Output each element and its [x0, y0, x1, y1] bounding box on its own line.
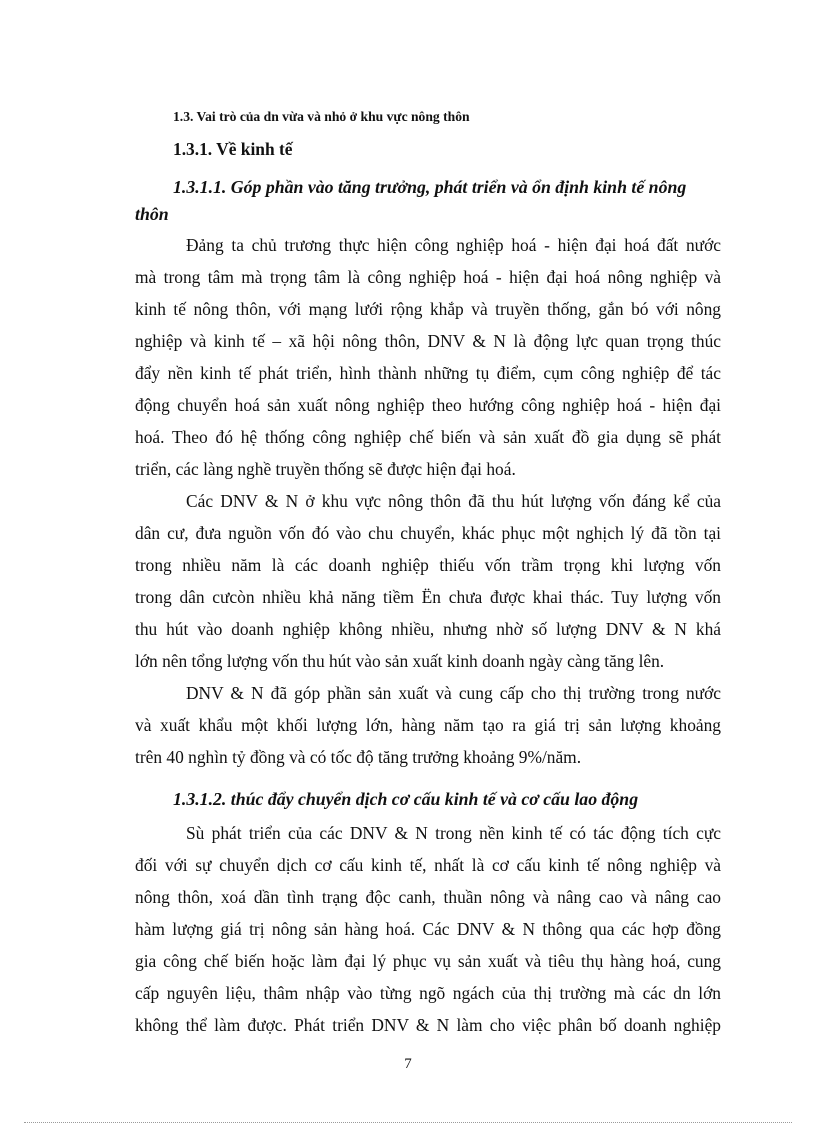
- paragraph-line: Các DNV & N ở khu vực nông thôn đã thu hút lượng vốn đáng kể của: [186, 491, 721, 511]
- paragraph-line: trên 40 nghìn tỷ đồng và có tốc độ tăng trưởng khoảng 9%/năm.: [135, 747, 582, 767]
- paragraph-line: cấp nguyên liệu, thâm nhập vào từng ngõ ngách của thị trường mà các dn lớn: [135, 983, 721, 1003]
- paragraph-line: nông thôn, xoá dần tình trạng độc canh, thuần nông và nâng cao và nâng cao: [135, 887, 721, 907]
- paragraph-line: trong dân cưcòn nhiều khả năng tiềm Ën chưa được khai thác. Tuy lượng vốn: [135, 587, 721, 607]
- paragraph-line: hoá. Theo đó hệ thống công nghiệp chế biến và sản xuất đồ gia dụng sẽ phát: [135, 427, 721, 447]
- paragraph-line: lớn nên tổng lượng vốn thu hút vào sản xuất kinh doanh ngày càng tăng lên.: [135, 651, 665, 671]
- section-heading-1-3-1-1-line2: thôn: [135, 204, 169, 224]
- paragraph-line: Đảng ta chủ trương thực hiện công nghiệp hoá - hiện đại hoá đất nước: [186, 235, 721, 255]
- paragraph-line: thu hút vào doanh nghiệp không nhiều, nhưng nhờ số lượng DNV & N khá: [135, 619, 721, 639]
- paragraph-line: gia công chế biến hoặc làm đại lý phục vụ sản xuất và tiêu thụ hàng hoá, cung: [135, 951, 721, 971]
- paragraph-line: Sù phát triển của các DNV & N trong nền kinh tế có tác động tích cực: [186, 823, 721, 843]
- paragraph-line: kinh tế nông thôn, với mạng lưới rộng khắp và truyền thống, gắn bó với nông: [135, 299, 721, 319]
- paragraph-line: động chuyển hoá sản xuất nông nghiệp theo hướng công nghiệp hoá - hiện đại: [135, 395, 721, 415]
- paragraph-line: dân cư, đưa nguồn vốn đó vào chu chuyển, khác phục một nghịch lý đã tồn tại: [135, 523, 721, 543]
- paragraph-line: DNV & N đã góp phần sản xuất và cung cấp cho thị trường trong nước: [186, 683, 721, 703]
- paragraph-line: đẩy nền kinh tế phát triển, hình thành những tụ điểm, cụm công nghiệp để tác: [135, 363, 721, 383]
- paragraph-line: không thể làm được. Phát triển DNV & N làm cho việc phân bố doanh nghiệp: [135, 1015, 721, 1035]
- paragraph-line: mà trong tâm mà trọng tâm là công nghiệp hoá - hiện đại hoá nông nghiệp và: [135, 267, 721, 287]
- paragraph-line: đối với sự chuyển dịch cơ cấu kinh tế, nhất là cơ cấu kinh tế nông nghiệp và: [135, 855, 721, 875]
- paragraph-line: triển, các làng nghề truyền thống sẽ được hiện đại hoá.: [135, 459, 516, 479]
- section-heading-1-3-1: 1.3.1. Về kinh tế: [173, 139, 293, 159]
- page-number: 7: [404, 1056, 412, 1072]
- paragraph-line: và xuất khẩu một khối lượng lớn, hàng năm tạo ra giá trị sản lượng khoảng: [135, 715, 721, 735]
- section-heading-1-3-1-1-line1: 1.3.1.1. Góp phần vào tăng trưởng, phát triển và ổn định kinh tế nông: [173, 177, 687, 197]
- paragraph-line: hàm lượng giá trị nông sản hàng hoá. Các DNV & N thông qua các hợp đồng: [135, 919, 721, 939]
- paragraph-line: trong nhiều năm là các doanh nghiệp thiếu vốn trầm trọng khi lượng vốn: [135, 555, 721, 575]
- section-heading-1-3: 1.3. Vai trò của dn vừa và nhỏ ở khu vực nông thôn: [173, 109, 470, 124]
- section-heading-1-3-1-2: 1.3.1.2. thúc đẩy chuyển dịch cơ cấu kinh tế và cơ cấu lao động: [173, 789, 639, 809]
- paragraph-line: nghiệp và kinh tế – xã hội nông thôn, DNV & N là động lực quan trọng thúc: [135, 331, 721, 351]
